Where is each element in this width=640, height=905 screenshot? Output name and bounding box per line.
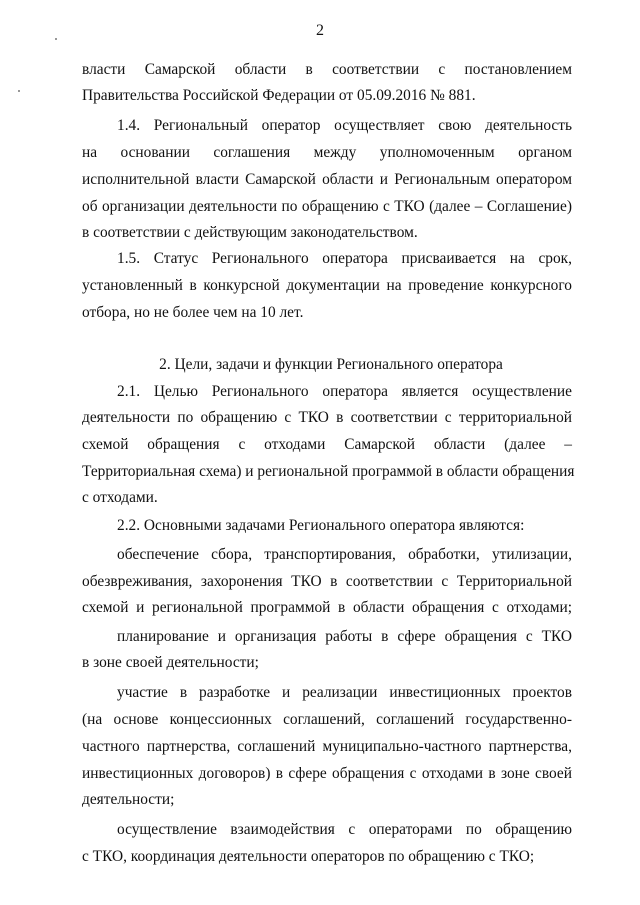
text-line: обезвреживания, захоронения ТКО в соответствии с Территориальной	[82, 573, 572, 590]
list-item-line: осуществление взаимодействия с операторами по обращению	[117, 821, 572, 838]
text-line: деятельности;	[82, 791, 175, 808]
list-item-line: планирование и организация работы в сфере обращения с ТКО	[117, 628, 572, 645]
section-heading: 2. Цели, задачи и функции Регионального оператора	[159, 356, 503, 373]
text-line: Территориальная схема) и региональной программой в области обращения	[82, 463, 575, 480]
text-line: схемой и региональной программой в области обращения с отходами;	[82, 599, 572, 616]
text-line: на основании соглашения между уполномоченным органом	[82, 144, 572, 161]
text-line: инвестиционных договоров) в сфере обращения с отходами в зоне своей	[82, 765, 572, 782]
paragraph-1-4-line: 1.4. Региональный оператор осуществляет свою деятельность	[117, 117, 572, 134]
paragraph-2-1-line: 2.1. Целью Регионального оператора является осуществление	[117, 383, 572, 400]
list-item-line: обеспечение сбора, транспортирования, обработки, утилизации,	[117, 546, 572, 563]
scan-speck	[18, 90, 20, 92]
paragraph-2-2-line: 2.2. Основными задачами Регионального оператора являются:	[117, 517, 525, 534]
paragraph-1-5-line: 1.5. Статус Регионального оператора присваивается на срок,	[117, 250, 572, 267]
list-item-line: участие в разработке и реализации инвестиционных проектов	[117, 684, 572, 701]
text-line: деятельности по обращению с ТКО в соответствии с территориальной	[82, 409, 572, 426]
text-line: отбора, но не более чем на 10 лет.	[82, 304, 304, 321]
text-line: схемой обращения с отходами Самарской области (далее –	[82, 436, 572, 453]
text-line: Правительства Российской Федерации от 05.09.2016 № 881.	[82, 87, 476, 104]
text-line: в зоне своей деятельности;	[82, 654, 259, 671]
text-line: (на основе концессионных соглашений, соглашений государственно-	[82, 711, 572, 728]
text-line: с отходами.	[82, 489, 158, 506]
page-number: 2	[316, 22, 324, 39]
text-line: в соответствии с действующим законодательством.	[82, 224, 418, 241]
text-line: об организации деятельности по обращению с ТКО (далее – Соглашение)	[82, 198, 572, 215]
text-line: власти Самарской области в соответствии с постановлением	[82, 61, 572, 78]
text-line: частного партнерства, соглашений муниципально-частного партнерства,	[82, 738, 572, 755]
text-line: с ТКО, координация деятельности операторов по обращению с ТКО;	[82, 848, 535, 865]
text-line: исполнительной власти Самарской области и Региональным оператором	[82, 171, 572, 188]
text-line: установленный в конкурсной документации на проведение конкурсного	[82, 277, 572, 294]
